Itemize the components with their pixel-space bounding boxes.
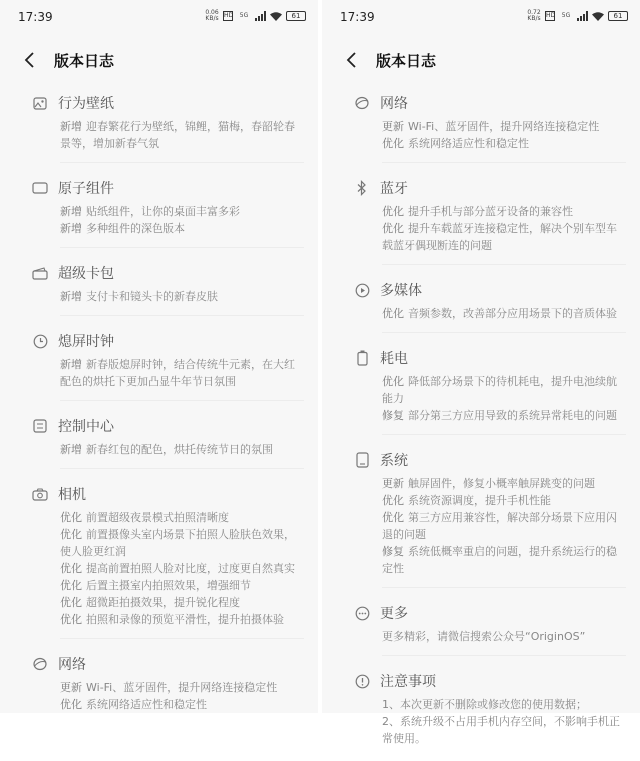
section-title: 原子组件 (58, 181, 114, 197)
item-tag: 更新 (60, 681, 82, 694)
item-tag: 优化 (60, 579, 82, 592)
list-item (60, 509, 304, 526)
item-tag: 优化 (60, 511, 82, 524)
wallpaper-icon (30, 93, 50, 113)
divider (382, 655, 626, 656)
item-text: 音频参数，改善部分应用场景下的音质体验 (408, 307, 617, 320)
item-tag: 优化 (60, 596, 82, 609)
page-header (0, 44, 318, 76)
item-text: 提升车载蓝牙连接稳定性，解决个别车型车载蓝牙偶现断连的问题 (382, 222, 617, 252)
section-title: 更多 (380, 606, 408, 622)
section-title: 行为壁纸 (58, 96, 114, 112)
list-item (382, 543, 626, 577)
wifi-icon (592, 12, 604, 21)
section-title: 系统 (380, 453, 408, 469)
list-item (60, 118, 304, 152)
section-title: 控制中心 (58, 419, 114, 435)
divider (60, 247, 304, 248)
right-screen (322, 0, 640, 745)
item-text: 前置摄像头室内场景下拍照人脸肤色效果，使人脸更红润 (60, 528, 295, 558)
item-tag: 优化 (60, 698, 82, 711)
list-item (382, 492, 626, 509)
list-item (382, 118, 626, 135)
changelog-section (322, 449, 640, 588)
battery-indicator: 61 (286, 11, 306, 21)
list-item (60, 611, 304, 628)
section-title: 注意事项 (380, 674, 436, 690)
list-item (382, 696, 626, 713)
changelog-section (0, 262, 318, 316)
item-text: 系统资源调度，提升手机性能 (408, 494, 551, 507)
item-text: 超微距拍摄效果，提升锐化程度 (86, 596, 240, 609)
list-item (382, 203, 626, 220)
item-text: 降低部分场景下的待机耗电，提升电池续航能力 (382, 375, 617, 405)
list-item (382, 628, 626, 645)
changelog-section (322, 602, 640, 656)
item-tag: 更新 (382, 120, 404, 133)
control-center-icon (30, 416, 50, 436)
item-text: 多种组件的深色版本 (86, 222, 185, 235)
back-button[interactable] (332, 44, 372, 76)
network-type: 5G (561, 12, 571, 19)
item-text: 提高前置拍照人脸对比度，过度更自然真实 (86, 562, 295, 575)
wifi-icon (270, 12, 282, 21)
item-tag: 优化 (382, 511, 404, 524)
changelog-section (0, 483, 318, 639)
list-item (60, 288, 304, 305)
page-title: 版本日志 (376, 51, 437, 70)
item-tag: 修复 (382, 545, 404, 558)
network-speed: 0.72 KB/s (527, 9, 541, 22)
divider (382, 587, 626, 588)
item-text: 部分第三方应用导致的系统异常耗电的问题 (408, 409, 617, 422)
battery-indicator: 61 (608, 11, 628, 21)
hd-icon: HD (546, 12, 556, 19)
item-text: 系统网络适应性和稳定性 (408, 137, 529, 150)
item-text: 第三方应用兼容性，解决部分场景下应用闪退的问题 (382, 511, 617, 541)
changelog-section (322, 347, 640, 435)
status-bar (322, 0, 640, 36)
changelog-section (322, 92, 640, 163)
item-text: Wi-Fi、蓝牙固件，提升网络连接稳定性 (408, 120, 600, 133)
section-title: 耗电 (380, 351, 408, 367)
changelog-section (0, 330, 318, 401)
media-icon (352, 280, 372, 300)
item-tag: 优化 (382, 137, 404, 150)
item-tag: 优化 (382, 307, 404, 320)
item-text: Wi-Fi、蓝牙固件，提升网络连接稳定性 (86, 681, 278, 694)
item-tag: 新增 (60, 443, 82, 456)
list-item (382, 407, 626, 424)
item-text: 拍照和录像的预览平滑性，提升拍摄体验 (86, 613, 284, 626)
chevron-left-icon (24, 52, 36, 68)
item-tag: 优化 (382, 494, 404, 507)
list-item (382, 373, 626, 407)
battery-icon (352, 348, 372, 368)
item-tag: 优化 (60, 562, 82, 575)
list-item (382, 305, 626, 322)
divider (60, 315, 304, 316)
item-tag: 新增 (60, 120, 82, 133)
item-tag: 优化 (382, 222, 404, 235)
signal-icon (577, 11, 588, 21)
list-item (382, 135, 626, 152)
section-title: 超级卡包 (58, 266, 114, 282)
status-time: 17:39 (340, 10, 375, 24)
changelog-section (322, 670, 640, 747)
item-text: 更多精彩，请微信搜索公众号“OriginOS” (382, 630, 586, 643)
item-text: 新春版熄屏时钟，结合传统牛元素，在大红配色的烘托下更加凸显牛年节日氛围 (60, 358, 295, 388)
item-text: 触屏固件，修复小概率触屏跳变的问题 (408, 477, 595, 490)
item-tag: 新增 (60, 222, 82, 235)
page-header (322, 44, 640, 76)
item-text: 后置主摄室内拍照效果，增强细节 (86, 579, 251, 592)
signal-icon (255, 11, 266, 21)
network-icon (30, 654, 50, 674)
divider (382, 332, 626, 333)
divider (382, 434, 626, 435)
item-text: 1、本次更新不删除或修改您的使用数据； (382, 698, 587, 711)
item-text: 前置超级夜景模式拍照清晰度 (86, 511, 229, 524)
changelog-section (0, 92, 318, 163)
left-screen (0, 0, 318, 713)
page-title: 版本日志 (54, 51, 115, 70)
clock-icon (30, 331, 50, 351)
chevron-left-icon (346, 52, 358, 68)
list-item (60, 356, 304, 390)
list-item (60, 679, 304, 696)
divider (60, 638, 304, 639)
item-text: 系统低概率重启的问题，提升系统运行的稳定性 (382, 545, 617, 575)
item-tag: 优化 (382, 205, 404, 218)
changelog-section (322, 279, 640, 333)
status-time: 17:39 (18, 10, 53, 24)
list-item (60, 220, 304, 237)
network-speed: 0.06 KB/s (205, 9, 219, 22)
changelog-section (322, 177, 640, 265)
camera-icon (30, 484, 50, 504)
divider (60, 162, 304, 163)
divider (60, 400, 304, 401)
item-tag: 新增 (60, 290, 82, 303)
list-item (382, 220, 626, 254)
item-text: 新春红包的配色，烘托传统节日的氛围 (86, 443, 273, 456)
notice-icon (352, 671, 372, 691)
list-item (60, 560, 304, 577)
network-icon (352, 93, 372, 113)
item-tag: 更新 (382, 477, 404, 490)
section-title: 网络 (58, 657, 86, 673)
wallet-icon (30, 263, 50, 283)
changelog-section (0, 653, 318, 713)
item-text: 2、系统升级不占用手机内存空间，不影响手机正常使用。 (382, 715, 620, 745)
widget-icon (30, 178, 50, 198)
section-title: 多媒体 (380, 283, 422, 299)
status-bar (0, 0, 318, 36)
divider (382, 264, 626, 265)
item-tag: 优化 (60, 528, 82, 541)
system-icon (352, 450, 372, 470)
item-text: 系统网络适应性和稳定性 (86, 698, 207, 711)
list-item (60, 577, 304, 594)
list-item (60, 203, 304, 220)
divider (382, 162, 626, 163)
hd-icon: HD (224, 12, 234, 19)
item-tag: 新增 (60, 205, 82, 218)
item-text: 支付卡和镜头卡的新春皮肤 (86, 290, 218, 303)
back-button[interactable] (10, 44, 50, 76)
item-tag: 优化 (382, 375, 404, 388)
section-title: 网络 (380, 96, 408, 112)
more-icon (352, 603, 372, 623)
list-item (60, 594, 304, 611)
item-tag: 修复 (382, 409, 404, 422)
section-title: 熄屏时钟 (58, 334, 114, 350)
list-item (382, 475, 626, 492)
list-item (60, 696, 304, 713)
section-title: 蓝牙 (380, 181, 408, 197)
network-type: 5G (239, 12, 249, 19)
changelog-list (322, 92, 640, 761)
item-tag: 优化 (60, 613, 82, 626)
changelog-section (0, 415, 318, 469)
changelog-section (0, 177, 318, 248)
item-text: 迎春繁花行为壁纸，锦鲤，猫梅，春韶轮春景等，增加新春气氛 (60, 120, 295, 150)
item-text: 提升手机与部分蓝牙设备的兼容性 (408, 205, 573, 218)
list-item (382, 713, 626, 747)
list-item (382, 509, 626, 543)
item-text: 贴纸组件，让你的桌面丰富多彩 (86, 205, 240, 218)
divider (60, 468, 304, 469)
list-item (60, 526, 304, 560)
changelog-list (0, 92, 318, 727)
bluetooth-icon (352, 178, 372, 198)
section-title: 相机 (58, 487, 86, 503)
list-item (60, 441, 304, 458)
item-tag: 新增 (60, 358, 82, 371)
